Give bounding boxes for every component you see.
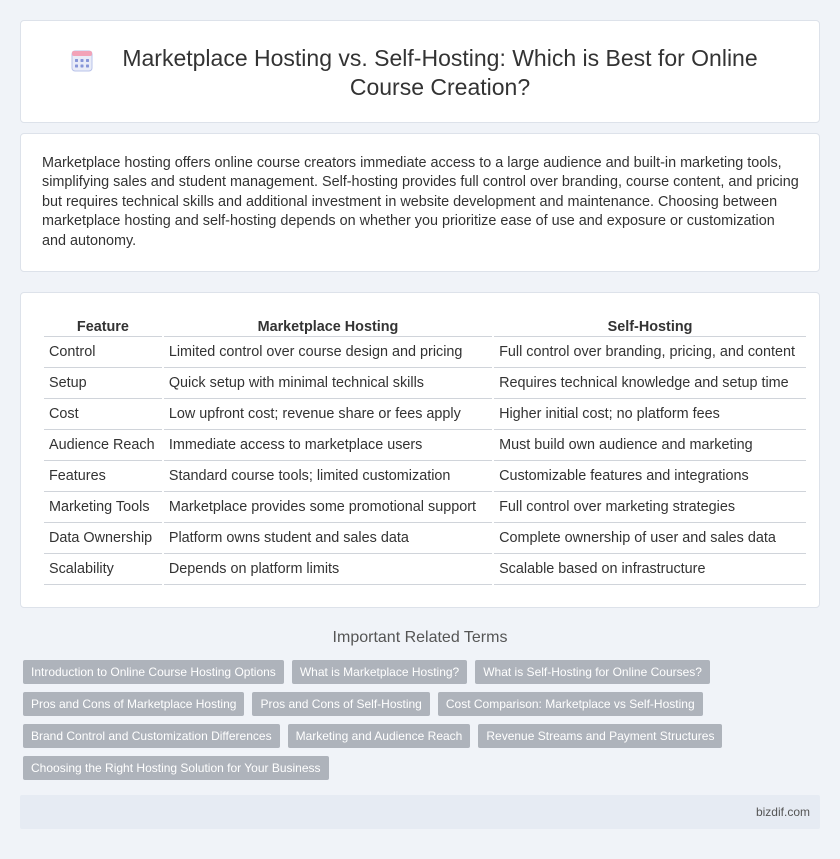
table-row [44, 337, 806, 368]
tag-link[interactable]: Introduction to Online Course Hosting Options [23, 660, 284, 684]
table-row [44, 461, 806, 492]
cell-marketplace: Low upfront cost; revenue share or fees apply [164, 399, 492, 430]
cell-self-hosting: Higher initial cost; no platform fees [494, 399, 806, 430]
footer-site-link[interactable]: bizdif.com [755, 805, 810, 819]
cell-marketplace: Immediate access to marketplace users [164, 430, 492, 461]
tag-link[interactable]: Choosing the Right Hosting Solution for Your Business [23, 756, 329, 780]
cell-self-hosting: Customizable features and integrations [494, 461, 806, 492]
page-title: Marketplace Hosting vs. Self-Hosting: Which is Best for Online Course Creation? [122, 45, 758, 100]
cell-feature: Cost [44, 399, 162, 430]
cell-marketplace: Depends on platform limits [164, 554, 492, 585]
cell-marketplace: Marketplace provides some promotional support [164, 492, 492, 523]
cell-feature: Features [44, 461, 162, 492]
cell-feature: Audience Reach [44, 430, 162, 461]
table-row [44, 399, 806, 430]
footer [20, 795, 820, 829]
header-feature: Feature [44, 315, 162, 337]
tag-row [23, 724, 723, 748]
tag-link[interactable]: Marketing and Audience Reach [288, 724, 471, 748]
cell-feature: Marketing Tools [44, 492, 162, 523]
tag-link[interactable]: Pros and Cons of Self-Hosting [252, 692, 429, 716]
title-card [20, 20, 820, 123]
cell-marketplace: Platform owns student and sales data [164, 523, 492, 554]
intro-paragraph: Marketplace hosting offers online course creators immediate access to a large audience and built-in marketing tools, simplifying sales and student management. Self-hosting provides full control over branding, course content, and pricing but requires technical skills and additional investment in website development and maintenance. Choosing between marketplace hosting and self-hosting depends on whether you prioritize ease of use and exposure or customization and autonomy. [42, 155, 799, 249]
table-row [44, 554, 806, 585]
header-marketplace-hosting: Marketplace Hosting [164, 315, 492, 337]
tag-row [23, 660, 723, 684]
tag-link[interactable]: Revenue Streams and Payment Structures [478, 724, 722, 748]
cell-self-hosting: Complete ownership of user and sales data [494, 523, 806, 554]
tag-row [23, 692, 723, 716]
cell-feature: Control [44, 337, 162, 368]
comparison-table-card [20, 292, 820, 608]
table-row [44, 368, 806, 399]
tag-link[interactable]: Brand Control and Customization Differences [23, 724, 280, 748]
table-header-row [44, 315, 806, 337]
cell-marketplace: Limited control over course design and pricing [164, 337, 492, 368]
cell-self-hosting: Requires technical knowledge and setup time [494, 368, 806, 399]
tag-row [23, 756, 723, 780]
cell-marketplace: Standard course tools; limited customization [164, 461, 492, 492]
comparison-table [42, 315, 808, 585]
tag-link[interactable]: What is Marketplace Hosting? [292, 660, 467, 684]
related-terms-tags [23, 660, 723, 788]
cell-self-hosting: Scalable based on infrastructure [494, 554, 806, 585]
cell-feature: Setup [44, 368, 162, 399]
header-self-hosting: Self-Hosting [494, 315, 806, 337]
cell-feature: Data Ownership [44, 523, 162, 554]
intro-card [20, 133, 820, 272]
cell-self-hosting: Full control over marketing strategies [494, 492, 806, 523]
related-terms-heading: Important Related Terms [332, 629, 508, 646]
cell-feature: Scalability [44, 554, 162, 585]
cell-self-hosting: Full control over branding, pricing, and content [494, 337, 806, 368]
tag-link[interactable]: Cost Comparison: Marketplace vs Self-Hosting [438, 692, 703, 716]
table-row [44, 492, 806, 523]
tag-link[interactable]: What is Self-Hosting for Online Courses? [475, 660, 710, 684]
table-row [44, 523, 806, 554]
table-row [44, 430, 806, 461]
cell-self-hosting: Must build own audience and marketing [494, 430, 806, 461]
cell-marketplace: Quick setup with minimal technical skills [164, 368, 492, 399]
tag-link[interactable]: Pros and Cons of Marketplace Hosting [23, 692, 244, 716]
